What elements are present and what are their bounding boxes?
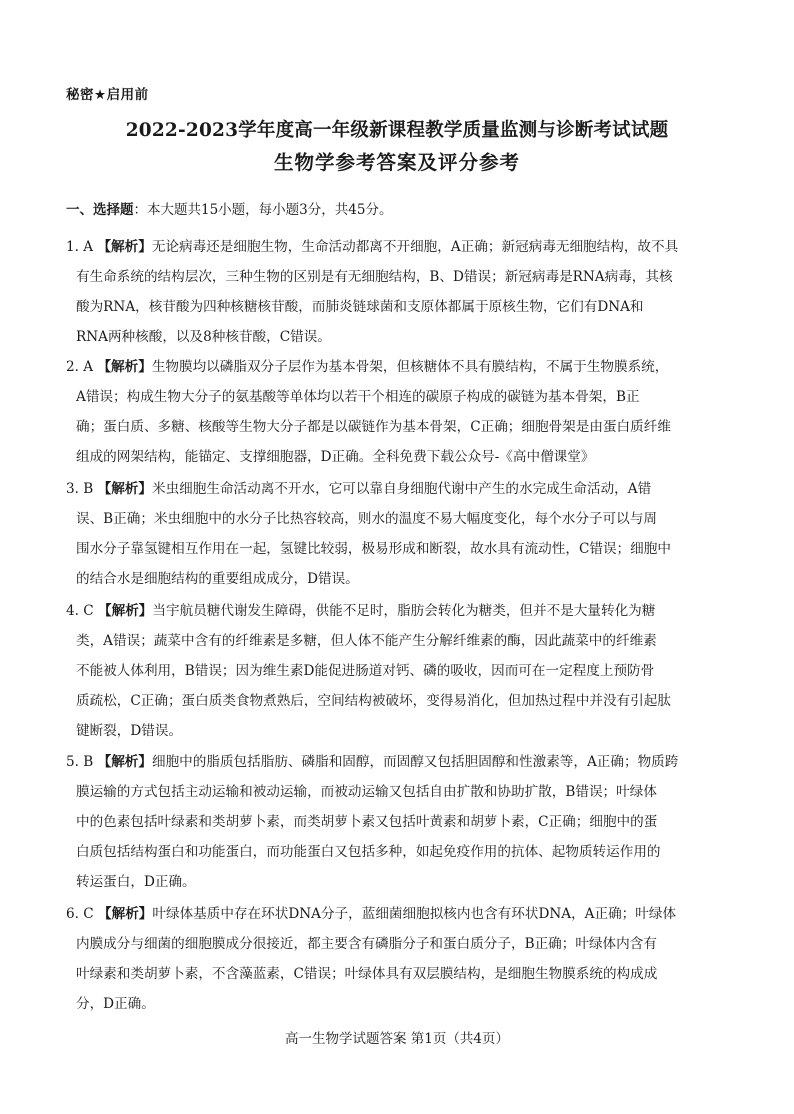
answer-line: 酸为RNA，核苷酸为四种核糖核苷酸，而肺炎链球菌和支原体都属于原核生物，它们有DNA和 — [76, 299, 644, 315]
answer-number: 2. A — [66, 359, 94, 375]
confidential-label: 秘密★启用前 — [66, 87, 149, 103]
analysis-tag: 【解析】 — [98, 906, 153, 922]
analysis-tag: 【解析】 — [98, 603, 153, 619]
answer-number: 3. B — [66, 481, 94, 497]
answer-line: A错误；构成生物大分子的氨基酸等单体均以若干个相连的碳原子构成的碳链为基本骨架，B正 — [76, 389, 640, 405]
answer-line: 质疏松，C正确；蛋白质类食物煮熟后，空间结构被破坏，变得易消化，但加热过程中并没有引起肽 — [76, 693, 671, 709]
answer-line: 膜运输的方式包括主动运输和被动运输，而被动运输又包括自由扩散和协助扩散，B错误；叶绿体 — [76, 784, 657, 800]
answer-line: 叶绿素和类胡萝卜素，不含藻蓝素，C错误；叶绿体具有双层膜结构，是细胞生物膜系统的构成成 — [76, 966, 658, 982]
analysis-tag: 【解析】 — [97, 239, 152, 255]
answer-line: 叶绿体基质中存在环状DNA分子，蓝细菌细胞拟核内也含有环状DNA，A正确；叶绿体 — [152, 906, 677, 922]
answer-line: 有生命系统的结构层次，三种生物的区别是有无细胞结构，B、D错误；新冠病毒是RNA病毒，其核 — [76, 269, 673, 285]
answer-line: 细胞中的脂质包括脂肪、磷脂和固醇，而固醇又包括胆固醇和性激素等，A正确；物质跨 — [151, 754, 679, 770]
answer-line: RNA两种核酸，以及8种核苷酸，C错误。 — [76, 329, 331, 345]
answer-line: 围水分子靠氢键相互作用在一起，氢键比较弱，极易形成和断裂，故水具有流动性，C错误；细胞中 — [76, 541, 671, 557]
section-heading-label: 一、选择题 — [66, 202, 134, 218]
answer-number: 4. C — [66, 603, 94, 619]
answer-line: 误、B正确；米虫细胞中的水分子比热容较高，则水的温度不易大幅度变化，每个水分子可以与周 — [76, 511, 657, 527]
answer-item-6 — [66, 899, 734, 1019]
analysis-tag: 【解析】 — [97, 754, 152, 770]
answer-line: 米虫细胞生命活动离不开水，它可以靠自身细胞代谢中产生的水完成生命活动，A错 — [151, 481, 652, 497]
page-footer: 高一生物学试题答案 第1页（共4页） — [285, 1031, 509, 1047]
answer-item-1 — [66, 232, 734, 352]
analysis-tag: 【解析】 — [97, 481, 152, 497]
answer-line: 无论病毒还是细胞生物，生命活动都离不开细胞，A正确；新冠病毒无细胞结构，故不具 — [151, 239, 679, 255]
answer-line: 的结合水是细胞结构的重要组成成分，D错误。 — [76, 571, 359, 587]
answer-line: 生物膜均以磷脂双分子层作为基本骨架，但核糖体不具有膜结构，不属于生物膜系统， — [151, 359, 669, 375]
answer-line: 白质包括结构蛋白和功能蛋白，而功能蛋白又包括多种，如起免疫作用的抗体、起物质转运作用的 — [76, 844, 661, 860]
answer-line: 组成的网架结构，能锚定、支撑细胞器，D正确。全科免费下载公众号-《高中僧课堂》 — [76, 449, 595, 465]
answer-line: 中的色素包括叶绿素和类胡萝卜素，而类胡萝卜素又包括叶黄素和胡萝卜素，C正确；细胞中的蛋 — [76, 814, 658, 830]
answer-line: 不能被人体利用，B错误；因为维生素D能促进肠道对钙、磷的吸收，因而可在一定程度上预防骨 — [76, 663, 655, 679]
exam-title: 2022-2023学年度高一年级新课程教学质量监测与诊断考试试题 — [125, 120, 669, 141]
answer-item-3 — [66, 474, 734, 594]
answer-number: 1. A — [66, 239, 94, 255]
analysis-tag: 【解析】 — [97, 359, 152, 375]
answer-line: 确；蛋白质、多糖、核酸等生物大分子都是以碳链作为基本骨架，C正确；细胞骨架是由蛋白质纤维 — [76, 419, 671, 435]
answer-line: 转运蛋白，D正确。 — [76, 874, 196, 890]
answer-number: 6. C — [66, 906, 94, 922]
answer-line: 分，D正确。 — [76, 996, 155, 1012]
answer-key-title: 生物学参考答案及评分参考 — [273, 151, 520, 174]
section-heading — [66, 200, 392, 220]
answer-item-2 — [66, 352, 734, 472]
answer-item-5 — [66, 747, 734, 897]
answer-item-4 — [66, 596, 734, 746]
section-heading-text: ：本大题共15小题，每小题3分，共45分。 — [133, 202, 393, 218]
answer-line: 类，A错误；蔬菜中含有的纤维素是多糖，但人体不能产生分解纤维素的酶，因此蔬菜中的纤维素 — [76, 633, 657, 649]
answer-line: 键断裂，D错误。 — [76, 723, 183, 739]
answer-line: 当宇航员糖代谢发生障碍，供能不足时，脂肪会转化为糖类，但并不是大量转化为糖 — [152, 603, 656, 619]
answer-number: 5. B — [66, 754, 94, 770]
answer-line: 内膜成分与细菌的细胞膜成分很接近，都主要含有磷脂分子和蛋白质分子，B正确；叶绿体内含有 — [76, 936, 657, 952]
